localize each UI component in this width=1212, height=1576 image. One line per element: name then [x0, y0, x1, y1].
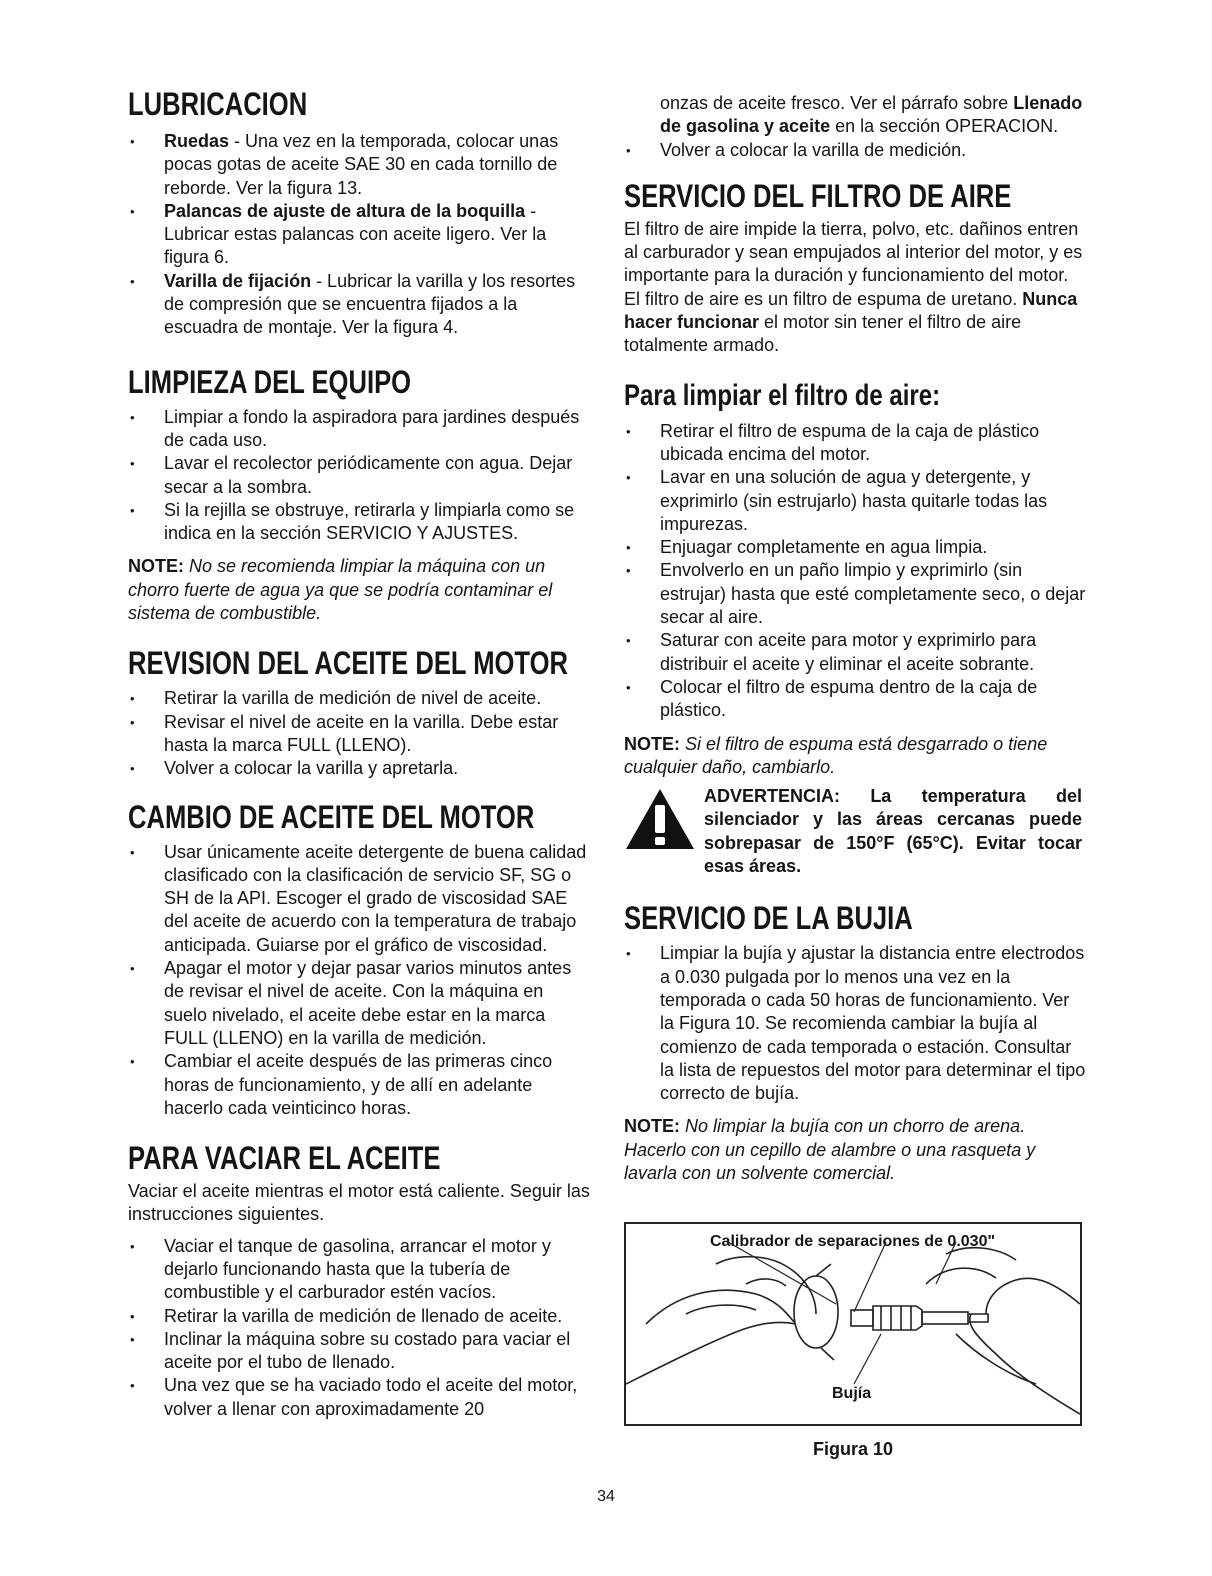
list-item: • Vaciar el tanque de gasolina, arrancar el motor y dejarlo funcionando hasta que la tubería de combustible y el carburador estén vacíos. [128, 1235, 590, 1305]
page-number: 34 [597, 1488, 615, 1505]
list-item: • Una vez que se ha vaciado todo el aceite del motor, volver a llenar con aproximadamente 20 [128, 1374, 590, 1421]
section-title-cambio: CAMBIO DE ACEITE DEL MOTOR [128, 798, 535, 835]
list-item: • Envolverlo en un paño limpio y exprimirlo (sin estrujar) hasta que esté completamente seco, o dejar secar al aire. [624, 559, 1086, 629]
list-item: • Enjuagar completamente en agua limpia. [624, 536, 1086, 559]
list-item: • Apagar el motor y dejar pasar varios minutos antes de revisar el nivel de aceite. Con la máquina en suelo nivelado, el aceite debe estar en la marca FULL (LLENO) en la varilla de medición. [128, 957, 590, 1050]
note-filtro: NOTE: Si el filtro de espuma está desgarrado o tiene cualquier daño, cambiarlo. [624, 733, 1048, 777]
limpiar-list [624, 420, 1086, 723]
vaciar-intro: Vaciar el aceite mientras el motor está caliente. Seguir las instrucciones siguientes. [128, 1181, 590, 1225]
list-item: • Ruedas - Una vez en la temporada, colocar unas pocas gotas de aceite SAE 30 en cada tornillo de reborde. Ver la figura 13. [128, 130, 590, 200]
list-item: • Varilla de fijación - Lubricar la varilla y los resortes de compresión que se encuentra fijados a la escuadra de montaje. Ver la figura 4. [128, 270, 590, 340]
warning-icon [624, 785, 700, 878]
figure-label-bujia: Bujía [832, 1385, 872, 1402]
section-title-limpieza: LIMPIEZA DEL EQUIPO [128, 363, 412, 400]
list-item: • Lavar el recolector periódicamente con agua. Dejar secar a la sombra. [128, 452, 590, 499]
list-item: • Lavar en una solución de agua y detergente, y exprimirlo (sin estrujarlo) hasta quitarle todas las impurezas. [624, 466, 1086, 536]
list-item: • Colocar el filtro de espuma dentro de la caja de plástico. [624, 676, 1086, 723]
vaciar-list [128, 1235, 590, 1421]
list-item: • Retirar la varilla de medición de nivel de aceite. [128, 687, 590, 710]
cambio-list [128, 841, 590, 1121]
note-limpieza: NOTE: No se recomienda limpiar la máquina con un chorro fuerte de agua ya que se podría contaminar el sistema de combustible. [128, 556, 553, 624]
continued-text: onzas de aceite fresco. Ver el párrafo sobre Llenado de gasolina y aceite en la sección OPERACION. [660, 93, 1083, 137]
list-item: • Limpiar a fondo la aspiradora para jardines después de cada uso. [128, 406, 590, 453]
list-item: • Si la rejilla se obstruye, retirarla y limpiarla como se indica en la sección SERVICIO Y AJUSTES. [128, 499, 590, 546]
section-title-filtro: SERVICIO DEL FILTRO DE AIRE [624, 177, 1012, 214]
right-column [624, 92, 1086, 1185]
figure-label-top: Calibrador de separaciones de 0.030" [710, 1233, 996, 1250]
warning-text: ADVERTENCIA: La temperatura del silenciador y las áreas cercanas puede sobrepasar de 150°F (65°C). Evitar tocar esas áreas. [704, 786, 1082, 877]
list-item: • Saturar con aceite para motor y exprimirlo para distribuir el aceite y eliminar el aceite sobrante. [624, 629, 1086, 676]
list-item: • Inclinar la máquina sobre su costado para vaciar el aceite por el tubo de llenado. [128, 1328, 590, 1375]
lubricacion-list [128, 130, 590, 340]
warning-block [624, 785, 1086, 878]
section-title-lubricacion: LUBRICACION [128, 86, 308, 122]
limpieza-list [128, 406, 590, 546]
figure-caption: Figura 10 [812, 1439, 894, 1459]
left-column [128, 86, 590, 1421]
continued-list [624, 139, 1086, 162]
list-item: • Retirar la varilla de medición de llenado de aceite. [128, 1305, 590, 1328]
list-item: • Volver a colocar la varilla y apretarla. [128, 757, 590, 780]
list-item: • Retirar el filtro de espuma de la caja de plástico ubicada encima del motor. [624, 420, 1086, 467]
section-title-revision: REVISION DEL ACEITE DEL MOTOR [128, 645, 568, 682]
filtro-paragraph: El filtro de aire impide la tierra, polvo, etc. dañinos entren al carburador y sean empujados al interior del motor, y es importante para la duración y funcionamiento del motor. El filtro de aire es un filtro de espuma de uretano. Nunca hacer funcionar el motor sin tener el filtro de aire totalmente armado. [624, 218, 1083, 356]
section-title-bujia: SERVICIO DE LA BUJIA [624, 900, 913, 937]
list-item: • Limpiar la bujía y ajustar la distancia entre electrodos a 0.030 pulgada por lo menos una vez en la temporada o cada 50 horas de funcionamiento. Ver la Figura 10. Se recomienda cambiar la bujía al comienzo de cada temporada o estación. Consultar la lista de repuestos del motor para determinar el tipo correcto de bujía. [624, 942, 1086, 1105]
revision-list [128, 687, 590, 780]
subsection-title-limpiar: Para limpiar el filtro de aire: [624, 378, 941, 412]
list-item: • Volver a colocar la varilla de medición. [624, 139, 1086, 162]
list-item: • Usar únicamente aceite detergente de buena calidad clasificado con la clasificación de servicio SF, SG o SH de la API. Escoger el grado de viscosidad SAE del aceite de acuerdo con la temperatura de trabajo anticipada. Guiarse por el gráfico de viscosidad. [128, 841, 590, 957]
list-item: • Palancas de ajuste de altura de la boquilla - Lubricar estas palancas con aceite ligero. Ver la figura 6. [128, 200, 590, 270]
note-bujia: NOTE: No limpiar la bujía con un chorro de arena. Hacerlo con un cepillo de alambre o una rasqueta y lavarla con un solvente comercial. [624, 1116, 1036, 1183]
bujia-list [624, 942, 1086, 1105]
spark-plug-gauge-illustration [626, 1224, 1080, 1424]
list-item: • Revisar el nivel de aceite en la varilla. Debe estar hasta la marca FULL (LLENO). [128, 711, 590, 758]
list-item: • Cambiar el aceite después de las primeras cinco horas de funcionamiento, y de allí en adelante hacerlo cada veinticinco horas. [128, 1050, 590, 1120]
section-title-vaciar: PARA VACIAR EL ACEITE [128, 1140, 441, 1177]
figure-10 [624, 1222, 1082, 1426]
